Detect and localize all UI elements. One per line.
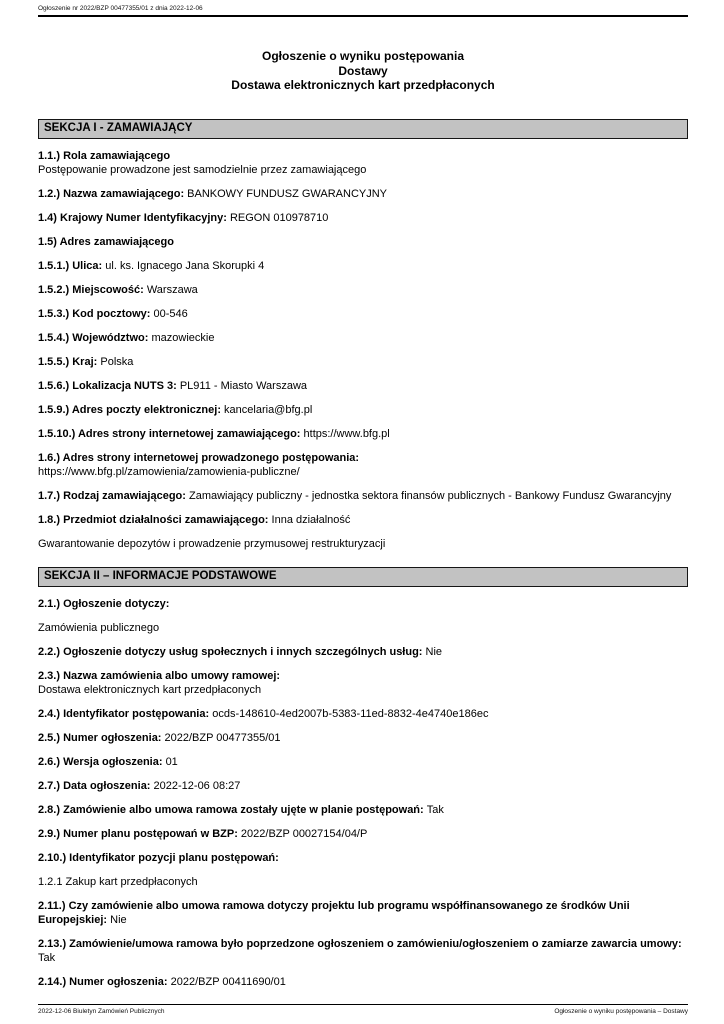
item-1-6-label: 1.6.) Adres strony internetowej prowadzonego postępowania:: [38, 451, 360, 464]
item-1-2: [38, 187, 688, 201]
item-2-8-value: Tak: [426, 803, 444, 816]
item-1-5-2-value: Warszawa: [146, 283, 198, 296]
item-1-4-value: REGON 010978710: [229, 211, 329, 224]
item-2-11-label-line1: 2.11.) Czy zamówienie albo umowa ramowa dotyczy projektu lub programu współfinansowanego ze środków Unii: [38, 899, 630, 912]
item-1-8: [38, 513, 688, 527]
item-1-5-6-value: PL911 - Miasto Warszawa: [179, 379, 307, 392]
item-2-7-value: 2022-12-06 08:27: [153, 779, 241, 792]
item-1-6-value: https://www.bfg.pl/zamowienia/zamowienia-publiczne/: [38, 465, 300, 478]
item-1-5-9: [38, 403, 688, 417]
item-1-1-label: 1.1.) Rola zamawiającego: [38, 149, 171, 162]
item-1-5-1-value: ul. ks. Ignacego Jana Skorupki 4: [105, 259, 265, 272]
item-2-3: [38, 669, 688, 697]
item-2-1: [38, 597, 688, 611]
item-1-2-value: BANKOWY FUNDUSZ GWARANCYJNY: [187, 187, 388, 200]
section-heading-2: SEKCJA II – INFORMACJE PODSTAWOWE: [38, 567, 688, 587]
item-1-4-label: 1.4) Krajowy Numer Identyfikacyjny:: [38, 211, 230, 224]
item-1-7-value: Zamawiający publiczny - jednostka sektora finansów publicznych - Bankowy Fundusz Gwarancyjny: [189, 489, 672, 502]
item-1-4: [38, 211, 688, 225]
item-1-5-2: [38, 283, 688, 297]
item-2-13-label: 2.13.) Zamówienie/umowa ramowa było poprzedzone ogłoszeniem o zamówieniu/ogłoszeniem o zamiarze zawarcia umowy:: [38, 937, 682, 950]
item-2-14: [38, 975, 688, 989]
item-2-6: [38, 755, 688, 769]
section-heading-1: SEKCJA I - ZAMAWIAJĄCY: [38, 119, 688, 139]
item-1-5-6: [38, 379, 688, 393]
item-2-4-label: 2.4.) Identyfikator postępowania:: [38, 707, 213, 720]
item-2-9: [38, 827, 688, 841]
item-1-5-5-value: Polska: [100, 355, 134, 368]
page-footer: [38, 1004, 688, 1016]
item-1-5-3-label: 1.5.3.) Kod pocztowy:: [38, 307, 154, 320]
title-line-subject: Dostawa elektronicznych kart przedpłaconych: [231, 78, 495, 92]
item-2-2-value: Nie: [425, 645, 443, 658]
item-2-10: [38, 851, 688, 865]
item-1-5-10-value: https://www.bfg.pl: [303, 427, 390, 440]
item-2-9-value: 2022/BZP 00027154/04/P: [240, 827, 368, 840]
item-2-1-value: Zamówienia publicznego: [38, 621, 160, 634]
item-2-7-label: 2.7.) Data ogłoszenia:: [38, 779, 154, 792]
item-2-4: [38, 707, 688, 721]
footer-right-text: Ogłoszenie o wyniku postępowania – Dostawy: [554, 1008, 688, 1015]
item-2-6-value: 01: [165, 755, 178, 768]
item-2-8: [38, 803, 688, 817]
item-2-9-label: 2.9.) Numer planu postępowań w BZP:: [38, 827, 241, 840]
item-1-8-value: Inna działalność: [271, 513, 351, 526]
footer-left-text: 2022-12-06 Biuletyn Zamówień Publicznych: [38, 1008, 165, 1015]
item-1-5-3: [38, 307, 688, 321]
item-1-7: [38, 489, 688, 503]
item-1-5-9-value: kancelaria@bfg.pl: [224, 403, 313, 416]
item-1-5-10-label: 1.5.10.) Adres strony internetowej zamawiającego:: [38, 427, 304, 440]
item-1-5-4-value: mazowieckie: [151, 331, 215, 344]
item-1-8-label: 1.8.) Przedmiot działalności zamawiającego:: [38, 513, 272, 526]
item-2-5-value: 2022/BZP 00477355/01: [164, 731, 281, 744]
item-activity-note: [38, 537, 688, 551]
item-2-2-label: 2.2.) Ogłoszenie dotyczy usług społecznych i innych szczególnych usług:: [38, 645, 426, 658]
item-2-11: [38, 899, 688, 927]
item-2-5: [38, 731, 688, 745]
item-2-1-label: 2.1.) Ogłoszenie dotyczy:: [38, 597, 170, 610]
page-header-note: Ogłoszenie nr 2022/BZP 00477355/01 z dnia 2022-12-06: [38, 5, 203, 12]
item-1-5-4: [38, 331, 688, 345]
item-1-6: [38, 451, 688, 479]
item-2-5-label: 2.5.) Numer ogłoszenia:: [38, 731, 165, 744]
item-1-5: [38, 235, 688, 249]
item-1-5-2-label: 1.5.2.) Miejscowość:: [38, 283, 147, 296]
item-2-2: [38, 645, 688, 659]
item-2-14-value: 2022/BZP 00411690/01: [170, 975, 286, 988]
item-2-7: [38, 779, 688, 793]
title-line-type: Dostawy: [338, 63, 388, 78]
item-1-1: [38, 149, 688, 177]
item-2-1-value-par: [38, 621, 688, 635]
item-1-1-value: Postępowanie prowadzone jest samodzielnie przez zamawiającego: [38, 163, 367, 176]
item-1-5-1-label: 1.5.1.) Ulica:: [38, 259, 106, 272]
item-1-5-10: [38, 427, 688, 441]
footer-divider: [38, 1004, 688, 1005]
item-1-5-4-label: 1.5.4.) Województwo:: [38, 331, 152, 344]
item-2-14-label: 2.14.) Numer ogłoszenia:: [38, 975, 171, 988]
item-activity-note-text: Gwarantowanie depozytów i prowadzenie przymusowej restrukturyzacji: [38, 537, 386, 550]
item-2-3-value: Dostawa elektronicznych kart przedpłaconych: [38, 683, 262, 696]
item-1-5-6-label: 1.5.6.) Lokalizacja NUTS 3:: [38, 379, 180, 392]
item-1-7-label: 1.7.) Rodzaj zamawiającego:: [38, 489, 189, 502]
item-2-11-label-line2: Europejskiej:: [38, 913, 111, 926]
item-1-5-5: [38, 355, 688, 369]
item-2-10-label: 2.10.) Identyfikator pozycji planu postępowań:: [38, 851, 279, 864]
item-1-5-1: [38, 259, 688, 273]
item-2-13: [38, 937, 688, 965]
item-1-5-9-label: 1.5.9.) Adres poczty elektronicznej:: [38, 403, 225, 416]
header-divider: [38, 15, 688, 17]
document-title: [38, 49, 688, 93]
item-2-4-value: ocds-148610-4ed2007b-5383-11ed-8832-4e4740e186ec: [212, 707, 489, 720]
item-1-5-5-label: 1.5.5.) Kraj:: [38, 355, 101, 368]
item-2-6-label: 2.6.) Wersja ogłoszenia:: [38, 755, 166, 768]
item-1-5-label: 1.5) Adres zamawiającego: [38, 235, 174, 248]
item-1-5-3-value: 00-546: [153, 307, 188, 320]
item-2-10-value: 1.2.1 Zakup kart przedpłaconych: [38, 875, 198, 888]
item-2-11-value: Nie: [110, 913, 127, 926]
title-line-announcement: Ogłoszenie o wyniku postępowania: [261, 49, 465, 63]
item-2-3-label: 2.3.) Nazwa zamówienia albo umowy ramowej:: [38, 669, 281, 682]
item-2-13-value: Tak: [38, 951, 56, 964]
item-1-2-label: 1.2.) Nazwa zamawiającego:: [38, 187, 188, 200]
item-2-10-value-par: [38, 875, 688, 889]
item-2-8-label: 2.8.) Zamówienie albo umowa ramowa zostały ujęte w planie postępowań:: [38, 803, 427, 816]
